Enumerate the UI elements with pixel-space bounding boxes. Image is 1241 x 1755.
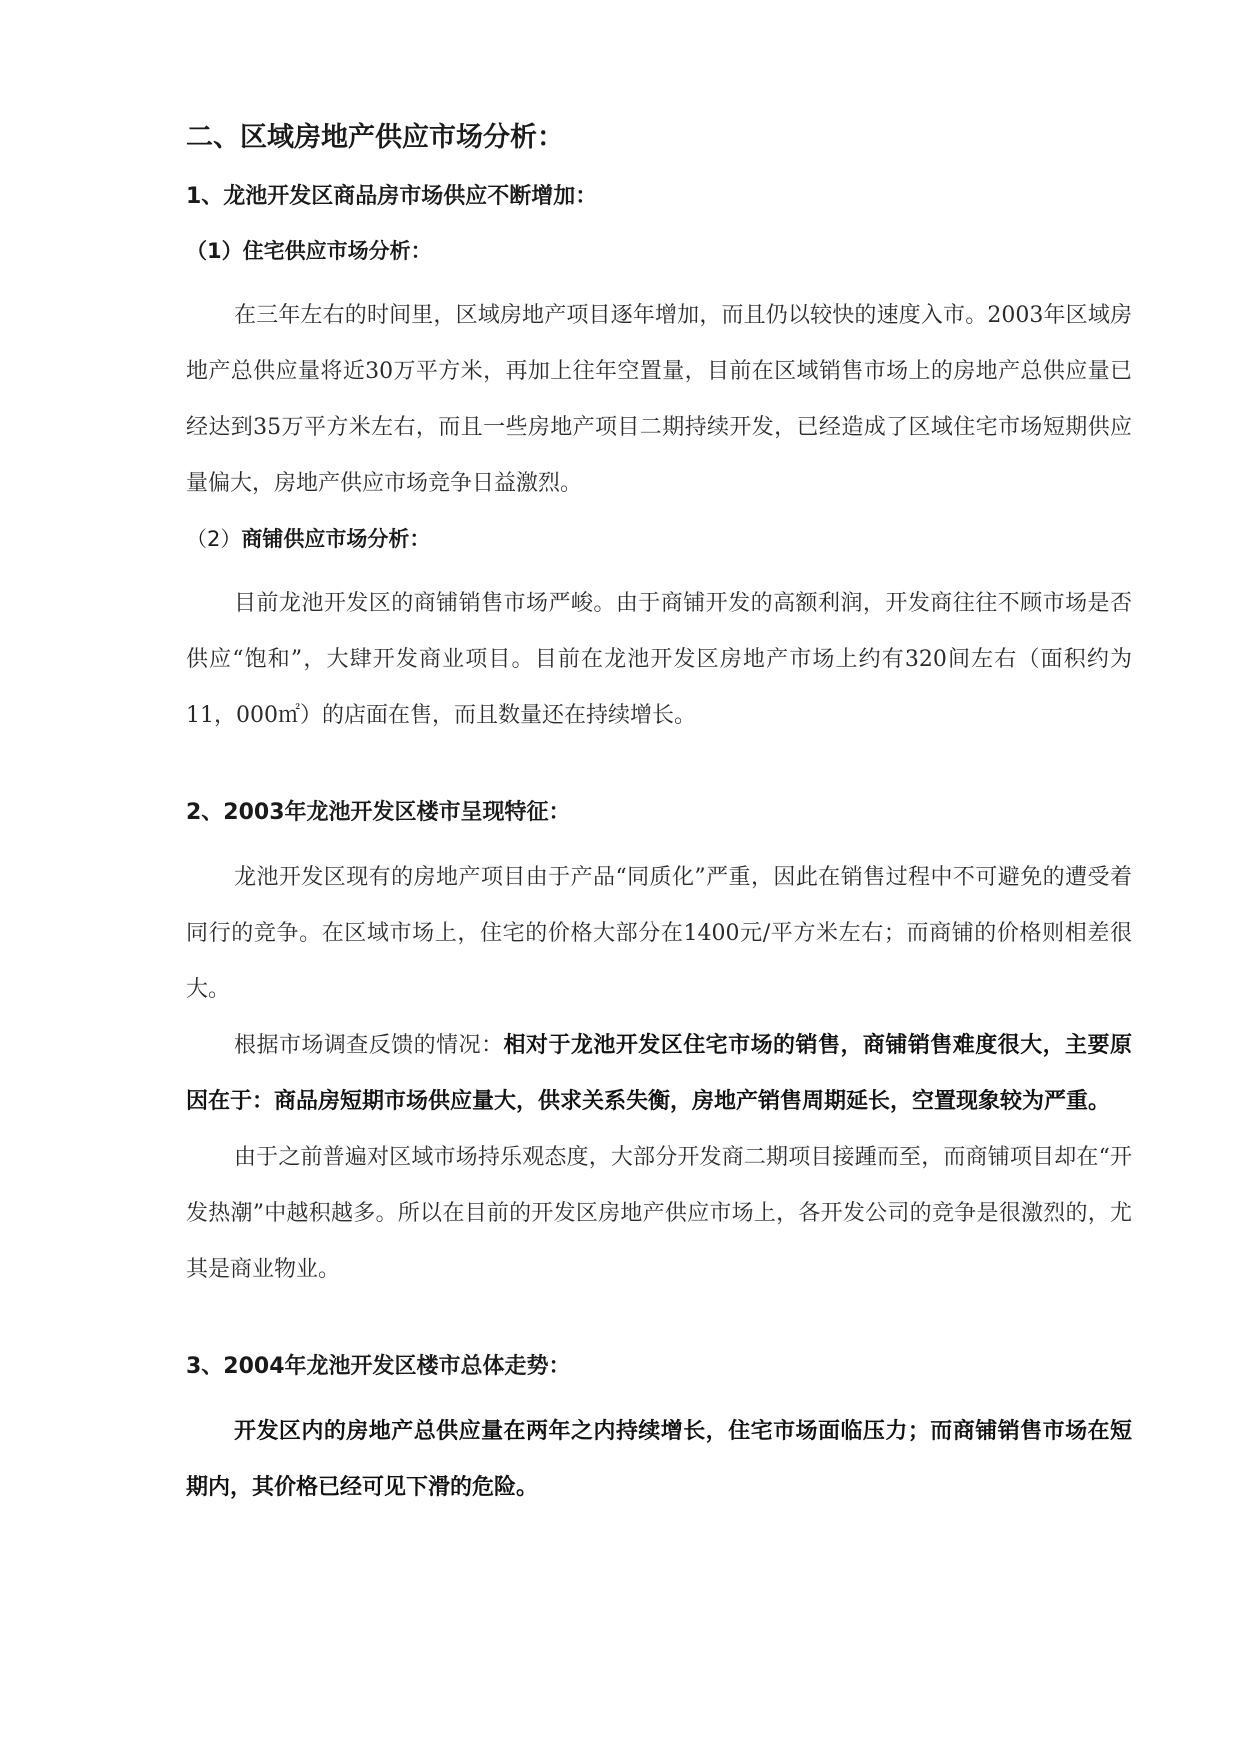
- document-body: [186, 118, 1132, 1516]
- section2-paragraph3: 由于之前普遍对区域市场持乐观态度，大部分开发商二期项目接踵而至，而商铺项目却在“开发热潮”中越积越多。所以在目前的开发区房地产供应市场上，各开发公司的竞争是很激烈的，尤其是商业物业。: [186, 1145, 1132, 1282]
- section2-paragraph2-lead: 根据市场调查反馈的情况：: [234, 1033, 504, 1058]
- section1-sub2-prefix: （2）: [186, 527, 242, 551]
- section1-sub2-title: [186, 522, 1132, 556]
- section3-title: 3、2004年龙池开发区楼市总体走势：: [186, 1354, 571, 1379]
- section1-sub1-title: （1）住宅供应市场分析：: [186, 239, 432, 263]
- section1-sub2-paragraph: 目前龙池开发区的商铺销售市场严峻。由于商铺开发的高额利润，开发商往往不顾市场是否供应“饱和”，大肆开发商业项目。目前在龙池开发区房地产市场上约有320间左右（面积约为11，000㎡）的店面在售，而且数量还在持续增长。: [186, 591, 1132, 728]
- main-heading: 二、区域房地产供应市场分析：: [186, 122, 564, 153]
- section2-title: 2、2003年龙池开发区楼市呈现特征：: [186, 800, 571, 825]
- section2-paragraph1: 龙池开发区现有的房地产项目由于产品“同质化”严重，因此在销售过程中不可避免的遭受着同行的竞争。在区域市场上，住宅的价格大部分在1400元/平方米左右；而商铺的价格则相差很大。: [186, 865, 1132, 1002]
- section2-paragraph2-bold: 相对于龙池开发区住宅市场的销售，商铺销售难度很大，主要原因在于：商品房短期市场供应量大，供求关系失衡，房地产销售周期延长，空置现象较为严重。: [186, 1033, 1132, 1114]
- section2-paragraph2: [186, 1018, 1132, 1130]
- section3-paragraph: 开发区内的房地产总供应量在两年之内持续增长，住宅市场面临压力；而商铺销售市场在短期内，其价格已经可见下滑的危险。: [186, 1419, 1132, 1500]
- section1-sub2-title-text: 商铺供应市场分析：: [241, 527, 431, 551]
- section1-sub1-paragraph: 在三年左右的时间里，区域房地产项目逐年增加，而且仍以较快的速度入市。2003年区域房地产总供应量将近30万平方米，再加上往年空置量，目前在区域销售市场上的房地产总供应量已经达到35万平方米左右，而且一些房地产项目二期持续开发，已经造成了区域住宅市场短期供应量偏大，房地产供应市场竞争日益激烈。: [186, 303, 1132, 496]
- section1-title: 1、龙池开发区商品房市场供应不断增加：: [186, 184, 598, 209]
